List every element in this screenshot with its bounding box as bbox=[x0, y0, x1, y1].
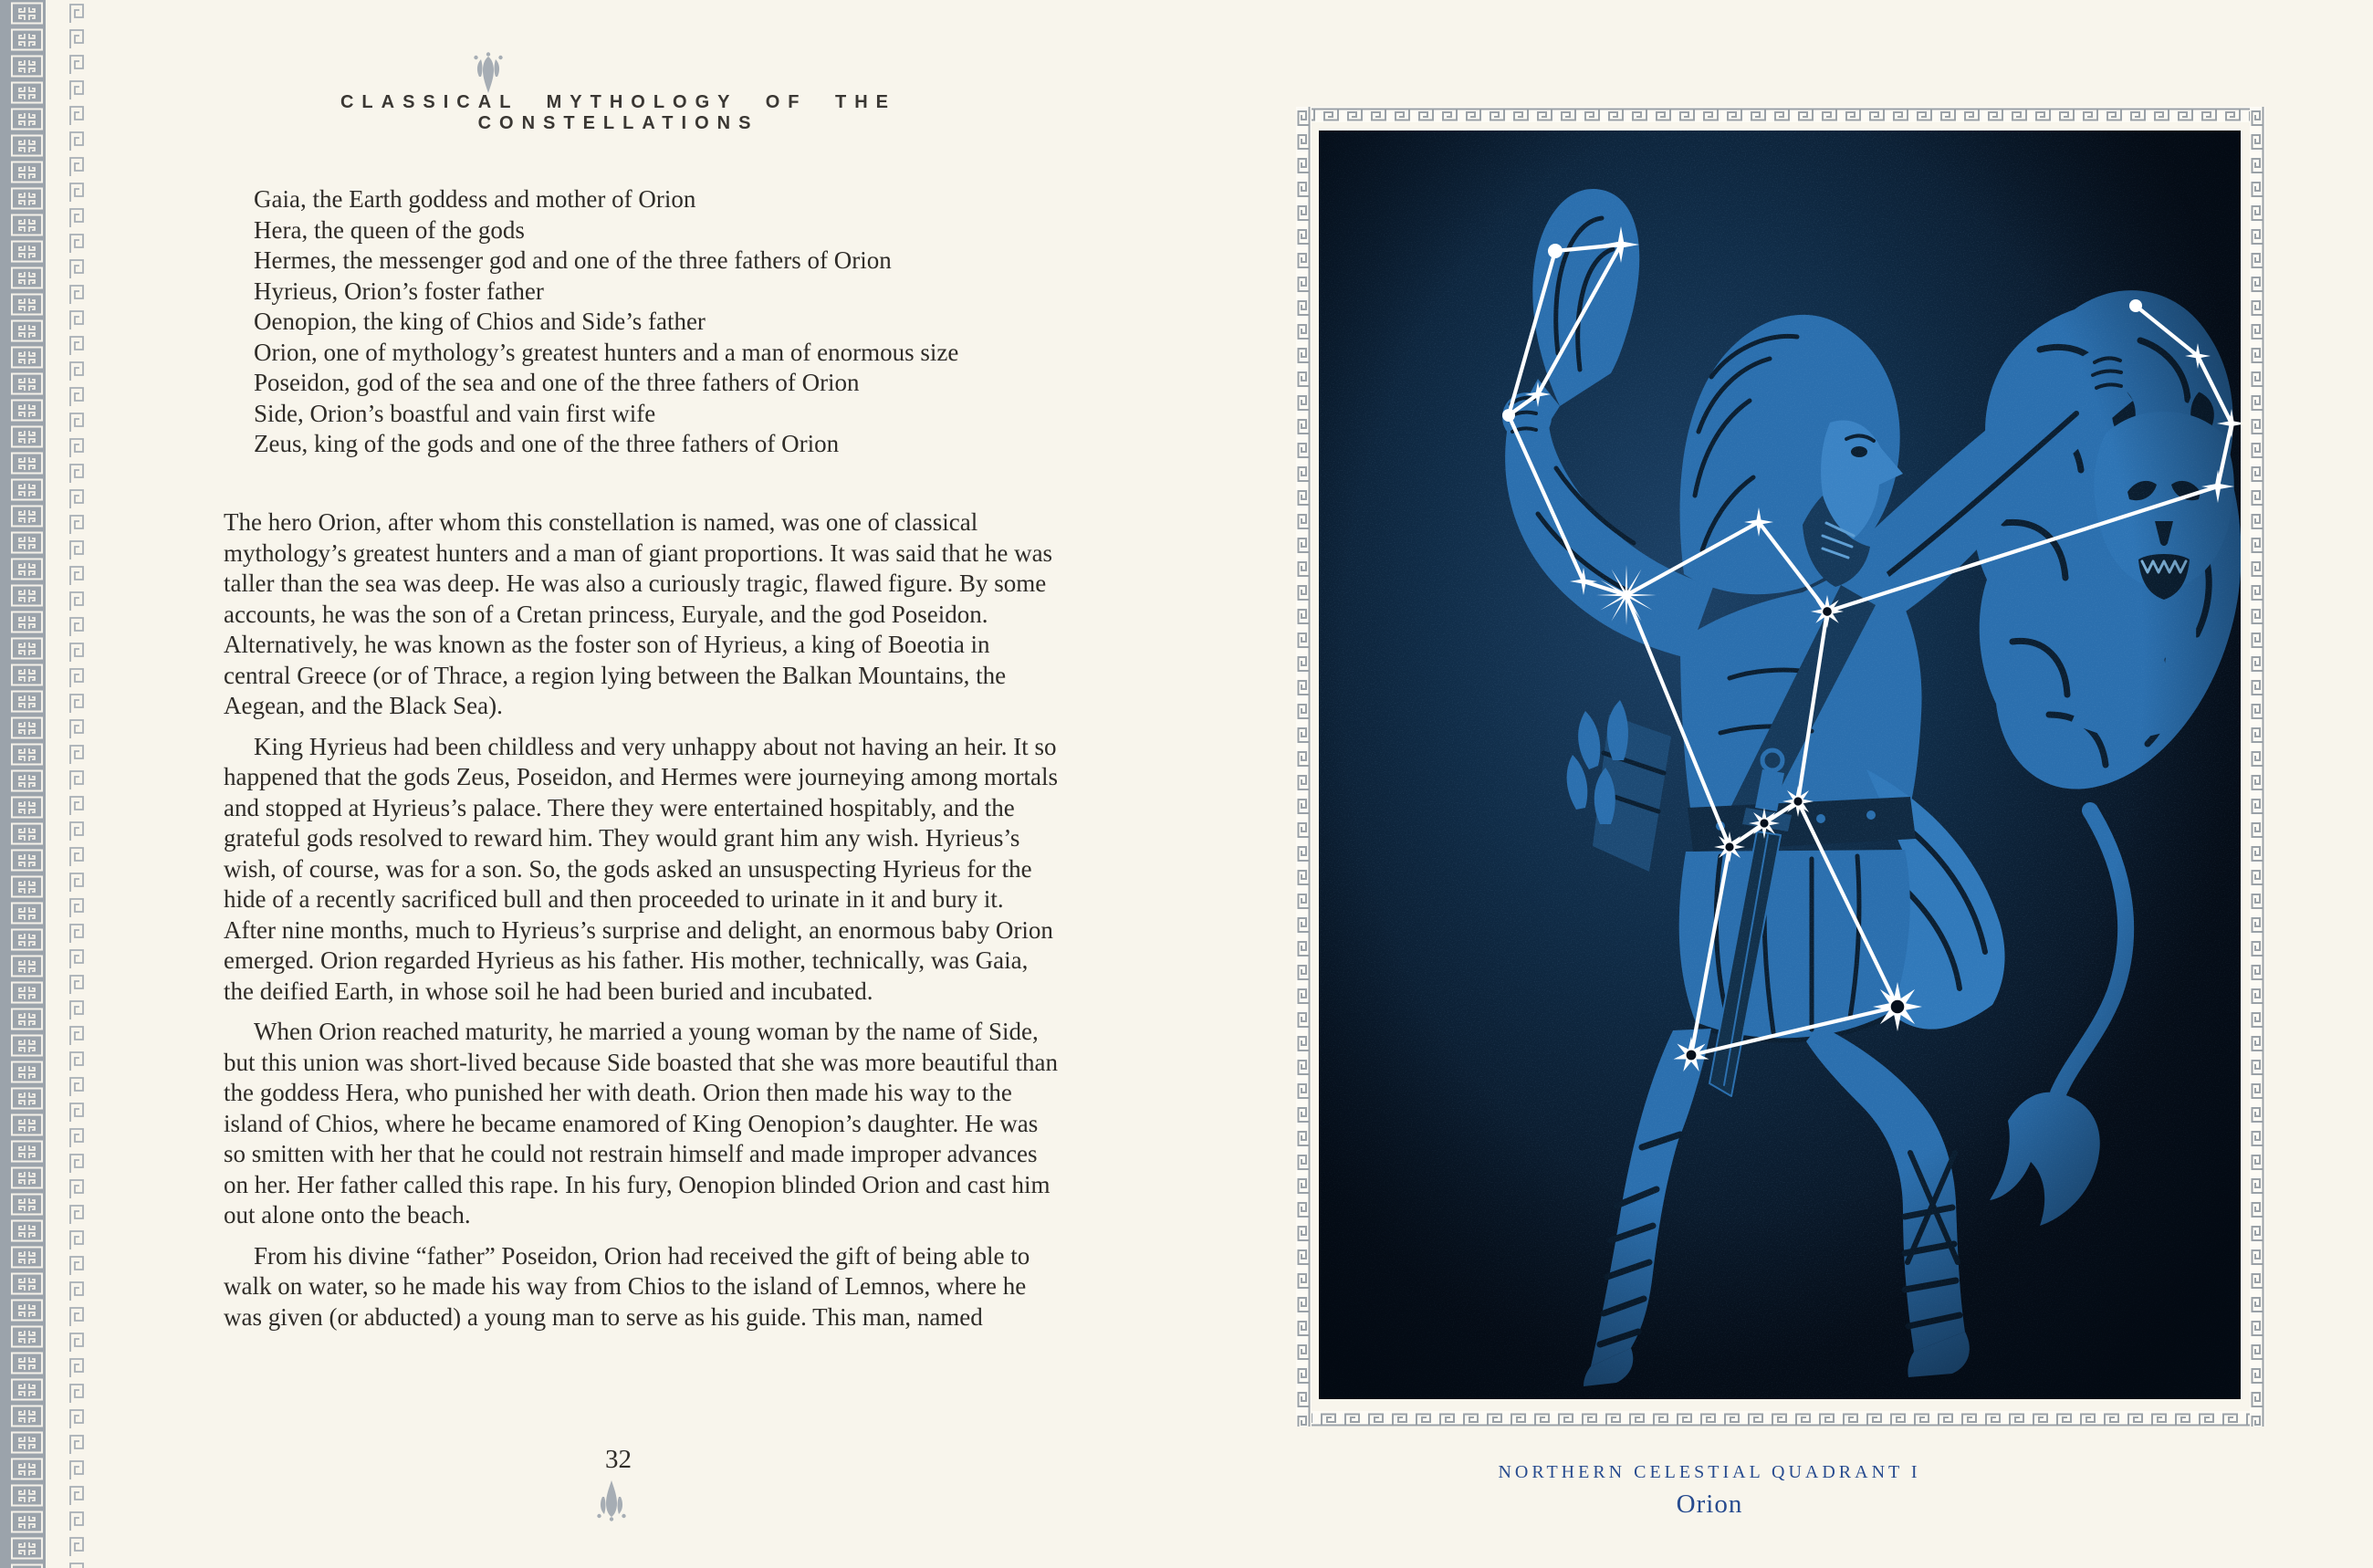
page-edge-greek-key-strips bbox=[0, 0, 100, 1568]
character-list bbox=[254, 184, 1075, 460]
vignette bbox=[1319, 131, 2241, 1399]
star-hole bbox=[1823, 607, 1832, 616]
character-list-item: Zeus, king of the gods and one of the three fathers of Orion bbox=[254, 430, 840, 457]
inner-meander-strip bbox=[66, 0, 88, 1568]
fleuron-down-icon bbox=[470, 51, 507, 95]
star-hole bbox=[1725, 842, 1733, 851]
frame-bottom bbox=[1296, 1411, 2265, 1427]
orion-plate-illustration bbox=[1319, 131, 2241, 1399]
character-list-item: Oenopion, the king of Chios and Side’s father bbox=[254, 308, 706, 335]
constellation-star-pelt-1 bbox=[2129, 299, 2142, 312]
star-hole bbox=[1891, 1000, 1905, 1014]
outer-fret-strip bbox=[0, 0, 46, 1568]
paragraph: The hero Orion, after whom this constellation is named, was one of classical mythology’s greatest hunters and a man of giant proportions. It was said that he was taller than the sea was deep. He was also a curiously tragic, flawed figure. By some accounts, he was the son of a Cretan princess, Euryale, and the god Poseidon. Alternatively, he was known as the foster son of Hyrieus, a king of Boeotia in central Greece (or of Thrace, a region lying between the Balkan Mountains, the Aegean, and the Black Sea). bbox=[224, 508, 1053, 719]
frame-right bbox=[2250, 107, 2265, 1427]
character-list-item: Hyrieus, Orion’s foster father bbox=[254, 277, 544, 305]
frame-left bbox=[1296, 107, 1312, 1427]
character-list-item: Hermes, the messenger god and one of the three fathers of Orion bbox=[254, 246, 892, 274]
running-head: CLASSICAL MYTHOLOGY OF THE CONSTELLATIONS bbox=[340, 92, 897, 133]
constellation-star-club-a bbox=[1548, 244, 1563, 258]
caption-quadrant: NORTHERN CELESTIAL QUADRANT I bbox=[1498, 1462, 1921, 1482]
paragraph: When Orion reached maturity, he married a young woman by the name of Side, but this union was short-lived because Side boasted that she was more beautiful than the goddess Hera, who punished her with death. Orion then made his way to the island of Chios, where he became enamored of King Oenopion’s daughter. He was so smitten with her that he could not restrain himself and made improper advances on her. Her father called this rape. In his fury, Oenopion blinded Orion and cast him out alone onto the beach. bbox=[224, 1018, 1059, 1228]
page-number: 32 bbox=[605, 1445, 632, 1474]
character-list-item: Hera, the queen of the gods bbox=[254, 215, 525, 244]
character-list-item: Poseidon, god of the sea and one of the three fathers of Orion bbox=[254, 369, 860, 396]
paragraph: King Hyrieus had been childless and very unhappy about not having an heir. It so happened that the gods Zeus, Poseidon, and Hermes were journeying among mortals and stopped at Hyrieus’s palace. There they were entertained hospitably, and the grateful gods resolved to reward him. They would grant him any wish. Hyrieus’s wish, of course, was for a son. So, the gods asked an unsuspecting Hyrieus for the hide of a recently sacrificed bull and then proceeded to urinate in it and bury it. After nine months, much to Hyrieus’s surprise and delight, an enormous baby Orion emerged. Orion regarded Hyrieus as his father. His mother, technically, was Gaia, the deified Earth, in whose soil he had been buried and incubated. bbox=[224, 732, 1059, 1005]
body-text bbox=[224, 507, 1059, 1333]
character-list-item: Orion, one of mythology’s greatest hunters and a man of enormous size bbox=[254, 338, 959, 366]
character-list-item: Side, Orion’s boastful and vain first wife bbox=[254, 399, 656, 427]
caption-title: Orion bbox=[1676, 1490, 1743, 1519]
paragraph: From his divine “father” Poseidon, Orion had received the gift of being able to walk on water, so he made his way from Chios to the island of Lemnos, where he was given (or abducted) a young man to serve as his guide. This man, named bbox=[224, 1241, 1030, 1331]
frame-top bbox=[1296, 107, 2265, 122]
star-hole bbox=[1687, 1051, 1697, 1061]
plate-caption bbox=[1296, 1462, 2123, 1520]
star-hole bbox=[1793, 797, 1802, 805]
fleuron-up-icon bbox=[593, 1479, 630, 1522]
star-hole bbox=[1760, 819, 1768, 827]
character-list-item: Gaia, the Earth goddess and mother of Orion bbox=[254, 185, 696, 213]
constellation-star-hand-a bbox=[1502, 409, 1515, 422]
